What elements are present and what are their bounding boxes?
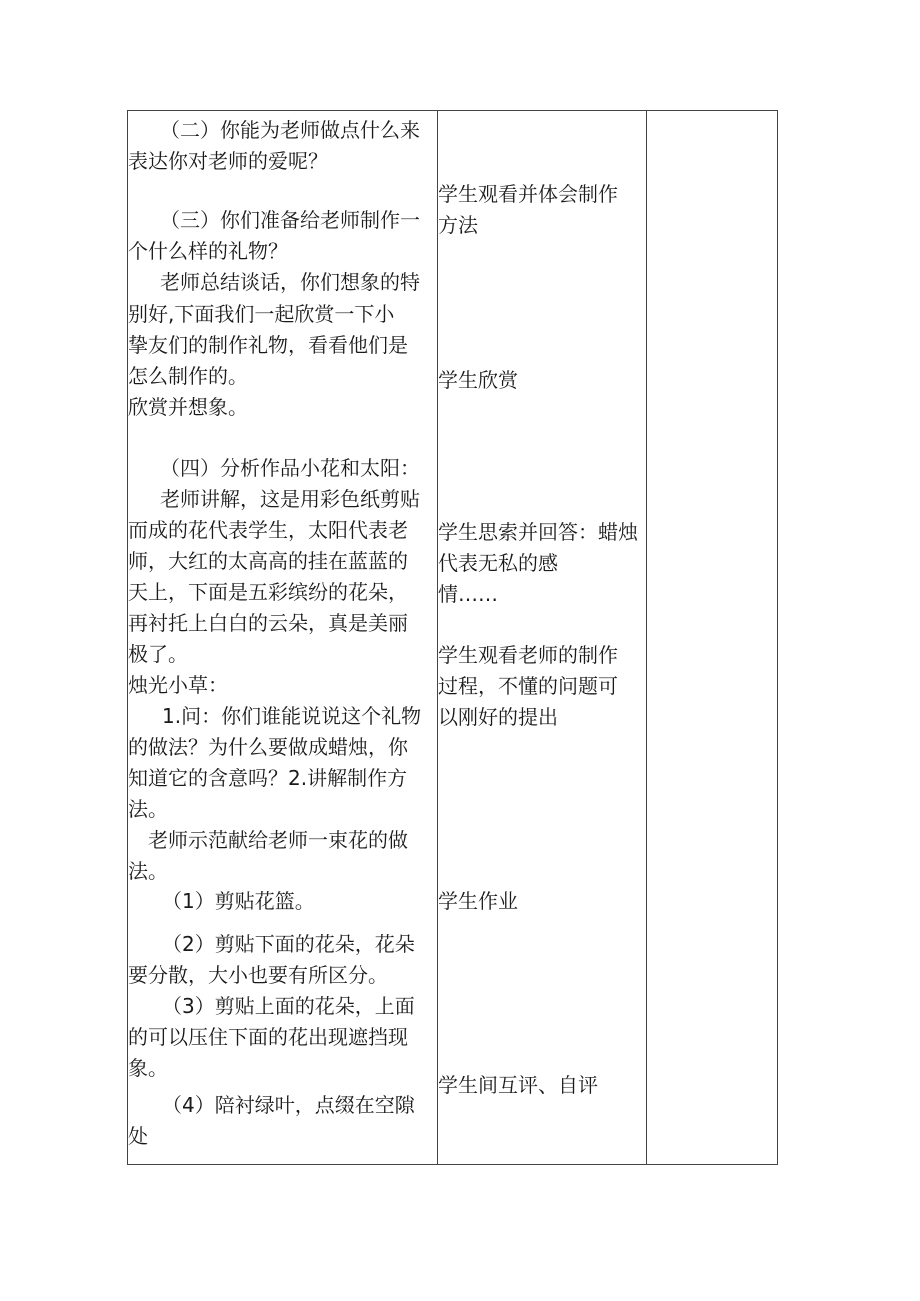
student-activity-column — [438, 111, 646, 1164]
text-line: 1.问：你们谁能说说这个礼物 — [162, 704, 422, 728]
text-line: 极了。 — [128, 642, 188, 666]
text-line: 要分散，大小也要有所区分。 — [128, 963, 388, 987]
text-line: （1）剪贴花篮。 — [162, 889, 315, 913]
text-line: 老师讲解，这是用彩色纸剪贴 — [160, 487, 420, 511]
text-line: 个什么样的礼物？ — [128, 239, 288, 263]
text-line: 法。 — [128, 859, 168, 883]
text-line: （2）剪贴下面的花朵，花朵 — [162, 932, 415, 956]
text-line: （3）剪贴上面的花朵，上面 — [162, 994, 415, 1018]
text-line: 代表无私的感 — [438, 551, 558, 575]
text-line: 再衬托上白白的云朵，真是美丽 — [128, 611, 408, 635]
text-line: 学生思索并回答：蜡烛 — [438, 520, 638, 544]
text-line: 以刚好的提出 — [438, 705, 558, 729]
text-line: 的做法？为什么要做成蜡烛，你 — [128, 735, 408, 759]
text-line: 学生观看老师的制作 — [438, 643, 618, 667]
text-line: （三）你们准备给老师制作一 — [160, 208, 420, 232]
text-line: （二）你能为老师做点什么来 — [160, 118, 420, 142]
text-line: 师，大红的太高高的挂在蓝蓝的 — [128, 549, 408, 573]
text-line: （四）分析作品小花和太阳： — [160, 456, 420, 480]
text-line: 学生作业 — [438, 889, 518, 913]
text-line: 方法 — [438, 213, 478, 237]
text-line: 学生间互评、自评 — [438, 1073, 598, 1097]
text-line: 老师示范献给老师一束花的做 — [148, 828, 408, 852]
text-line: 处 — [128, 1124, 148, 1148]
remarks-column — [647, 111, 777, 1164]
text-line: 而成的花代表学生，太阳代表老 — [128, 518, 408, 542]
text-line: 挚友们的制作礼物，看看他们是 — [128, 333, 408, 357]
teacher-activity-column — [128, 111, 437, 1164]
text-line: 欣赏并想象。 — [128, 395, 248, 419]
text-line: 的可以压住下面的花出现遮挡现 — [128, 1025, 408, 1049]
text-line: 天上，下面是五彩缤纷的花朵， — [128, 580, 408, 604]
text-line: 老师总结谈话，你们想象的特 — [160, 270, 420, 294]
text-line: 学生观看并体会制作 — [438, 182, 618, 206]
text-line: 学生欣赏 — [438, 368, 518, 392]
text-line: 怎么制作的。 — [128, 364, 248, 388]
text-line: 过程，不懂的问题可 — [438, 674, 618, 698]
text-line: 烛光小草： — [128, 673, 228, 697]
text-line: 象。 — [128, 1056, 168, 1080]
text-line: （4）陪衬绿叶，点缀在空隙 — [162, 1093, 415, 1117]
lesson-table — [127, 110, 778, 1165]
text-line: 表达你对老师的爱呢？ — [128, 149, 328, 173]
text-line: 知道它的含意吗？2.讲解制作方 — [128, 766, 408, 790]
text-line: 别好,下面我们一起欣赏一下小 — [128, 302, 395, 326]
text-line: 情…… — [438, 582, 498, 606]
text-line: 法。 — [128, 797, 168, 821]
